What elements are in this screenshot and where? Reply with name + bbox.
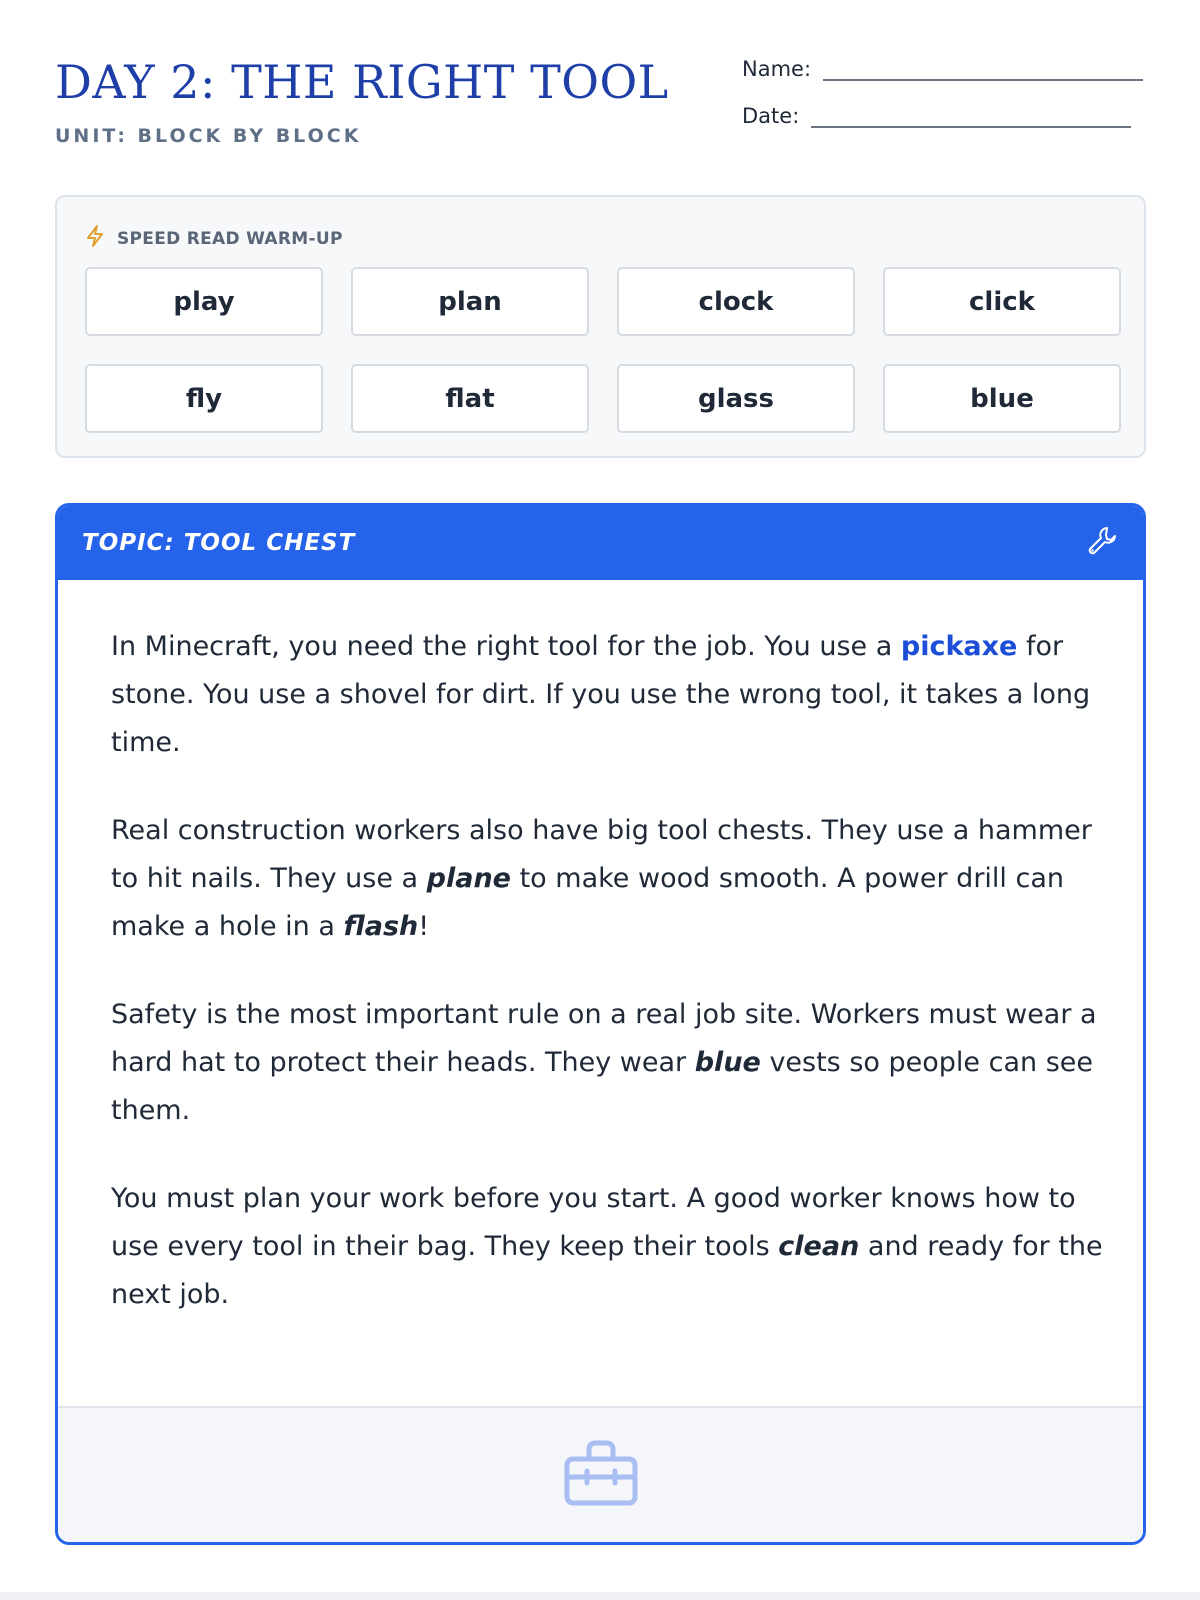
emphasized-word: plane xyxy=(426,863,511,894)
name-label: Name: xyxy=(742,57,812,81)
paragraph-text: for stone. You use a shovel for dirt. If you use the wrong tool, it takes a long time. xyxy=(111,631,1091,758)
toolbox-icon xyxy=(563,1437,639,1513)
topic-paragraph xyxy=(111,1175,1116,1319)
topic-paragraph xyxy=(111,991,1116,1135)
page-bottom-strip xyxy=(0,1592,1200,1600)
warmup-word: blue xyxy=(883,364,1121,433)
wrench-icon xyxy=(1085,524,1119,562)
warmup-word: glass xyxy=(617,364,855,433)
topic-paragraph xyxy=(111,807,1116,951)
date-input-line[interactable] xyxy=(811,106,1131,128)
topic-title: TOPIC: TOOL CHEST xyxy=(82,530,356,556)
topic-header xyxy=(58,506,1143,580)
warmup-word: click xyxy=(883,267,1121,336)
warmup-word: fly xyxy=(85,364,323,433)
paragraph-text: You must plan your work before you start. A good worker knows how to use every tool in their bag. They keep their tools xyxy=(111,1183,1076,1262)
warmup-word: plan xyxy=(351,267,589,336)
paragraph-text: Real construction workers also have big tool chests. They use a hammer to hit nails. They use a xyxy=(111,815,1092,894)
name-input-line[interactable] xyxy=(823,59,1143,81)
emphasized-word: blue xyxy=(694,1047,761,1078)
paragraph-text: to make wood smooth. A power drill can make a hole in a xyxy=(111,863,1065,942)
warmup-word: flat xyxy=(351,364,589,433)
topic-card xyxy=(55,503,1146,1545)
paragraph-text: vests so people can see them. xyxy=(111,1047,1093,1126)
unit-subtitle: UNIT: BLOCK BY BLOCK xyxy=(55,125,362,147)
paragraph-text: Safety is the most important rule on a real job site. Workers must wear a hard hat to protect their heads. They wear xyxy=(111,999,1097,1078)
date-field xyxy=(742,104,1131,128)
warmup-heading xyxy=(85,225,343,252)
word-grid xyxy=(85,267,1121,433)
topic-passage xyxy=(111,623,1116,1359)
warmup-word: clock xyxy=(617,267,855,336)
speed-read-warmup xyxy=(55,195,1146,458)
lightning-icon xyxy=(85,225,117,252)
paragraph-text: ! xyxy=(418,911,430,942)
emphasized-word: clean xyxy=(778,1231,860,1262)
warmup-heading-text: SPEED READ WARM-UP xyxy=(117,228,343,249)
paragraph-text: In Minecraft, you need the right tool for the job. You use a xyxy=(111,631,901,662)
highlighted-word: pickaxe xyxy=(900,631,1018,662)
topic-footer xyxy=(58,1406,1143,1542)
topic-paragraph xyxy=(111,623,1116,767)
page-title: DAY 2: THE RIGHT TOOL xyxy=(55,55,669,109)
name-field xyxy=(742,57,1143,81)
date-label: Date: xyxy=(742,104,800,128)
emphasized-word: flash xyxy=(343,911,419,942)
paragraph-text: and ready for the next job. xyxy=(111,1231,1103,1310)
warmup-word: play xyxy=(85,267,323,336)
